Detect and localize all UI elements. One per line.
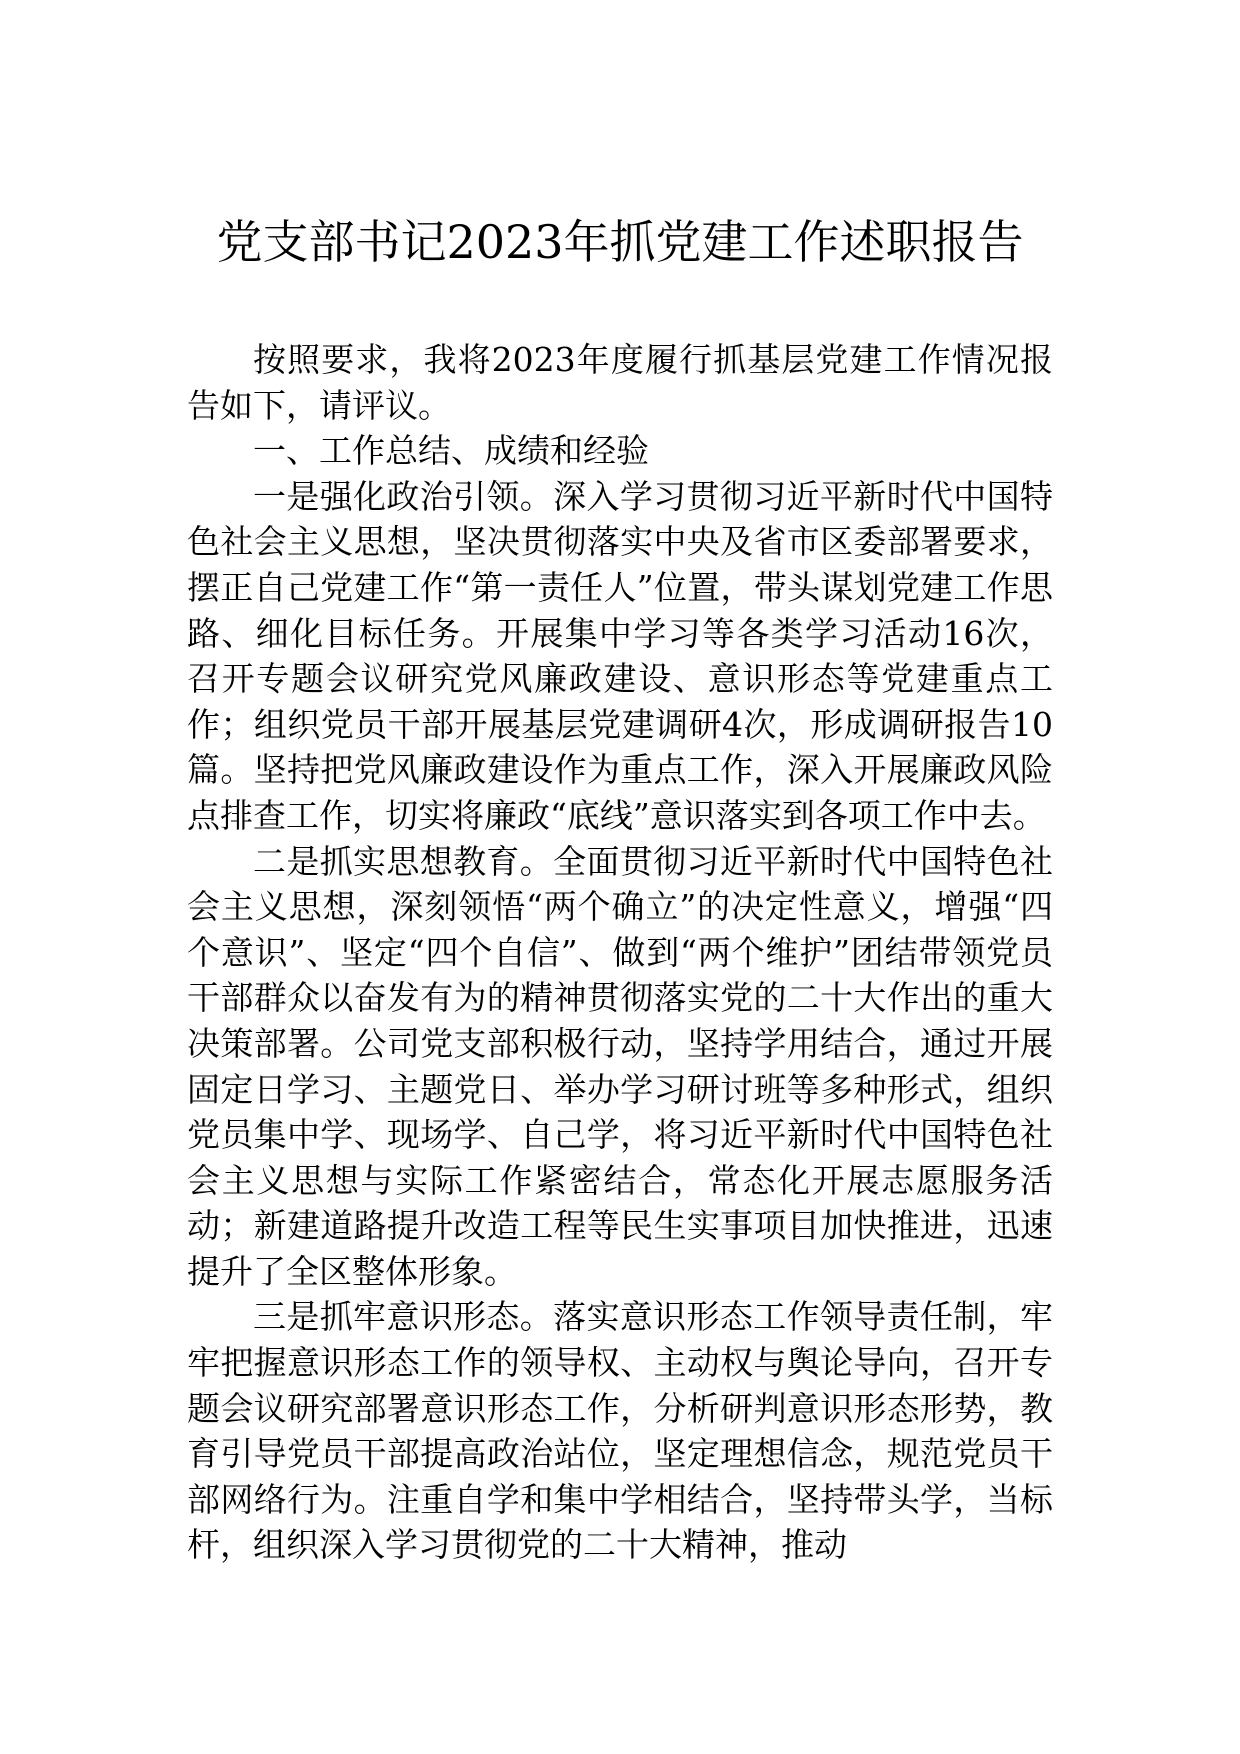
paragraph-ideology-work: 三是抓牢意识形态。落实意识形态工作领导责任制，牢牢把握意识形态工作的领导权、主动权与舆论导向，召开专题会议研究部署意识形态工作，分析研判意识形态形势，教育引导党员干部提高政治站位，坚定理想信念，规范党员干部网络行为。注重自学和集中学相结合，坚持带头学，当标杆，组织深入学习贯彻党的二十大精神，推动	[187, 1297, 1053, 1565]
paragraph-ideological-education: 二是抓实思想教育。全面贯彻习近平新时代中国特色社会主义思想，深刻领悟“两个确立”的决定性意义，增强“四个意识”、坚定“四个自信”、做到“两个维护”团结带领党员干部群众以奋发有为的精神贯彻落实党的二十大作出的重大决策部署。公司党支部积极行动，坚持学用结合，通过开展固定日学习、主题党日、举办学习研讨班等多种形式，组织党员集中学、现场学、自己学，将习近平新时代中国特色社会主义思想与实际工作紧密结合，常态化开展志愿服务活动；新建道路提升改造工程等民生实事项目加快推进，迅速提升了全区整体形象。	[187, 841, 1053, 1291]
document-body	[187, 337, 1053, 1568]
paragraph-political-guidance: 一是强化政治引领。深入学习贯彻习近平新时代中国特色社会主义思想，坚决贯彻落实中央及省市区委部署要求，摆正自己党建工作“第一责任人”位置，带头谋划党建工作思路、细化目标任务。开展集中学习等各类学习活动16次，召开专题会议研究党风廉政建设、意识形态等党建重点工作；组织党员干部开展基层党建调研4次，形成调研报告10篇。坚持把党风廉政建设作为重点工作，深入开展廉政风险点排查工作，切实将廉政“底线”意识落实到各项工作中去。	[187, 476, 1053, 835]
document-title: 党支部书记2023年抓党建工作述职报告	[216, 215, 1024, 269]
section-heading: 一、工作总结、成绩和经验	[253, 431, 649, 471]
paragraph-intro: 按照要求，我将2023年度履行抓基层党建工作情况报告如下，请评议。	[187, 340, 1053, 425]
